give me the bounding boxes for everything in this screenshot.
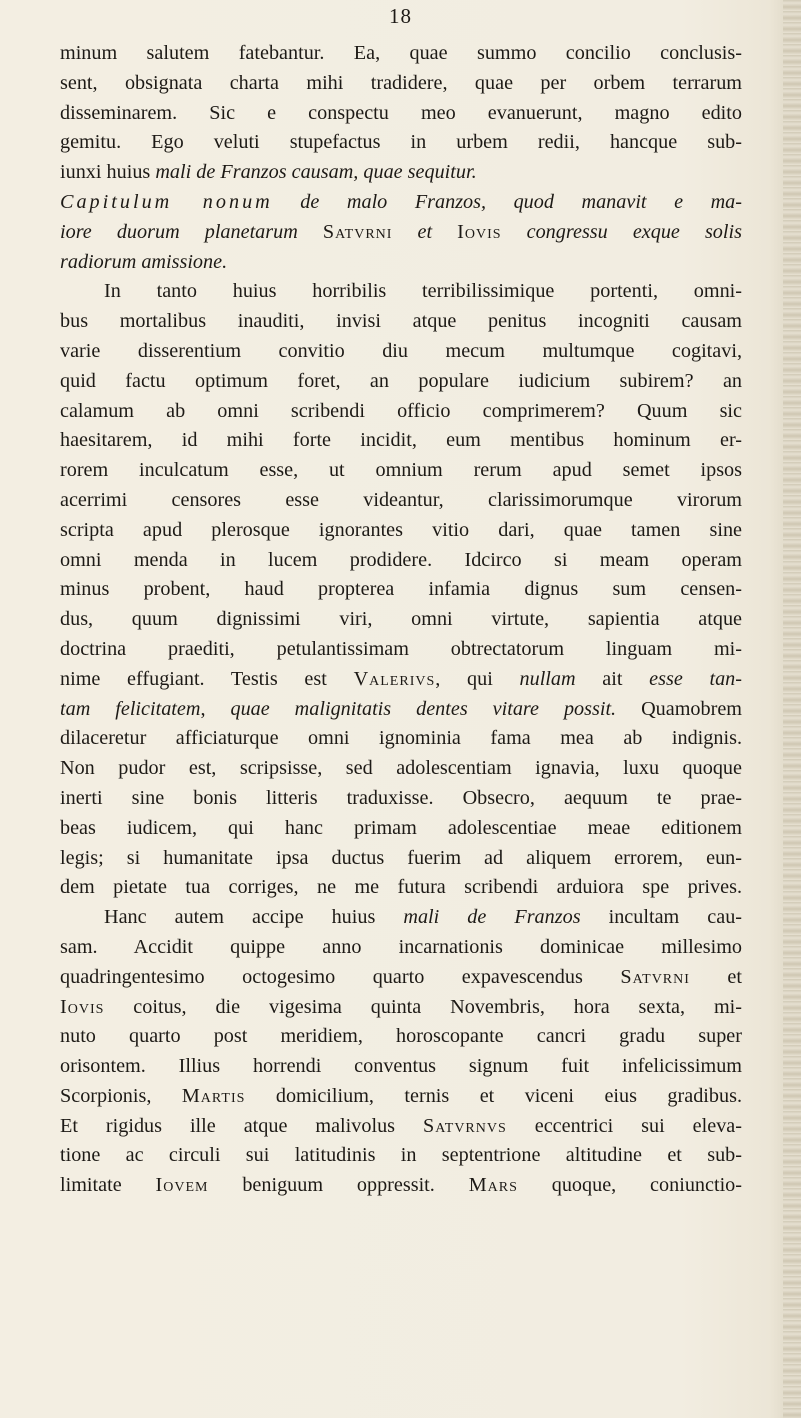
text-line xyxy=(60,426,742,456)
text-segment: omni menda in lucem prodidere. Idcirco si meam operam xyxy=(60,548,742,571)
text-line xyxy=(60,546,742,576)
text-segment: quoque, coniunctio- xyxy=(517,1174,742,1197)
text-line xyxy=(60,635,742,665)
text-segment: acerrimi censores esse videantur, clarissimorumque virorum xyxy=(60,488,742,511)
text-segment: dem pietate tua corriges, ne me futura scribendi arduiora spe prives. xyxy=(60,876,742,899)
text-line xyxy=(60,933,742,963)
text-line xyxy=(60,337,742,367)
text-segment: rorem inculcatum esse, ut omnium rerum apud semet ipsos xyxy=(60,459,742,482)
text-segment: calamum ab omni scribendi officio comprimerem? Quum sic xyxy=(60,399,742,422)
text-segment: Satvrnvs xyxy=(422,1114,507,1137)
text-segment: quadringentesimo octogesimo quarto expavescendus xyxy=(60,965,621,988)
body-text xyxy=(60,39,742,1201)
text-line xyxy=(60,307,742,337)
text-segment: incultam cau- xyxy=(580,906,742,929)
text-segment: quae malignitatis dentes vitare possit. xyxy=(230,697,617,720)
text-segment: Mars xyxy=(468,1174,518,1197)
text-segment: legis; si humanitate ipsa ductus fuerim ad aliquem errorem, eun- xyxy=(60,846,742,869)
text-segment: beas iudicem, qui hanc primam adolescentiae meae editionem xyxy=(60,816,742,839)
text-segment: , xyxy=(200,697,231,720)
text-line xyxy=(60,814,742,844)
text-line xyxy=(60,188,742,218)
text-line xyxy=(60,665,742,695)
text-line xyxy=(60,486,742,516)
text-segment: esse tan- xyxy=(649,667,742,690)
text-line xyxy=(60,993,742,1023)
text-segment: Scorpionis, xyxy=(60,1084,182,1107)
text-line xyxy=(60,277,742,307)
text-segment: Valerivs xyxy=(353,667,436,690)
text-segment: dus, quum dignissimi viri, omni virtute, sapientia atque xyxy=(60,608,742,631)
text-line xyxy=(60,456,742,486)
text-segment: nuto quarto post meridiem, horoscopante cancri gradu super xyxy=(60,1025,742,1048)
text-segment: tione ac circuli sui latitudinis in septentrione altitudine et sub- xyxy=(60,1144,742,1167)
text-segment: Hanc autem accipe huius xyxy=(104,906,404,929)
text-line xyxy=(60,1082,742,1112)
text-line xyxy=(60,844,742,874)
text-line xyxy=(60,754,742,784)
text-segment: doctrina praediti, petulantissimam obtrectatorum linguam mi- xyxy=(60,637,742,660)
text-segment: dilaceretur afficiaturque omni ignominia fama mea ab indignis. xyxy=(60,727,742,750)
text-segment: scripta apud plerosque ignorantes vitio dari, quae tamen sine xyxy=(60,518,742,541)
text-segment: et xyxy=(689,965,742,988)
text-segment: In tanto huius horribilis terribilissimique portenti, omni- xyxy=(104,280,742,303)
text-segment: Quamobrem xyxy=(616,697,742,720)
text-line xyxy=(60,218,742,248)
text-line xyxy=(60,99,742,129)
text-segment: inerti sine bonis litteris traduxisse. Obsecro, aequum te prae- xyxy=(60,786,742,809)
text-segment: gemitu. Ego veluti stupefactus in urbem redii, hancque sub- xyxy=(60,131,742,154)
text-segment: congressu exque solis xyxy=(501,220,742,243)
text-segment: minus probent, haud propterea infamia dignus sum censen- xyxy=(60,578,742,601)
text-segment: mali de Franzos causam, quae sequitur. xyxy=(155,161,477,184)
page-binding-edge xyxy=(783,0,801,1418)
text-segment: quid factu optimum foret, an populare iudicium subirem? an xyxy=(60,369,742,392)
text-segment: Iovis xyxy=(457,220,502,243)
text-line xyxy=(60,158,742,188)
text-segment: , qui xyxy=(435,667,520,690)
text-segment: bus mortalibus inauditi, invisi atque penitus incogniti causam xyxy=(60,310,742,333)
text-segment: limitate xyxy=(60,1174,156,1197)
text-line xyxy=(60,605,742,635)
text-segment: Capitulum nonum xyxy=(60,190,273,213)
text-segment: domicilium, ternis et viceni eius gradibus. xyxy=(245,1084,742,1107)
text-segment: de malo Franzos, quod manavit e ma- xyxy=(272,190,742,213)
text-segment: coitus, die vigesima quinta Novembris, hora sexta, mi- xyxy=(104,995,742,1018)
text-segment: orisontem. Illius horrendi conventus signum fuit infelicissimum xyxy=(60,1055,742,1078)
text-segment: eccentrici sui eleva- xyxy=(506,1114,742,1137)
text-line xyxy=(60,248,742,278)
text-segment: beniguum oppressit. xyxy=(208,1174,469,1197)
text-line xyxy=(60,516,742,546)
text-line xyxy=(60,1171,742,1201)
text-segment: varie disserentium convitio diu mecum multumque cogitavi, xyxy=(60,339,742,362)
text-line xyxy=(60,1052,742,1082)
text-segment: Non pudor est, scripsisse, sed adolescentiam ignavia, luxu quoque xyxy=(60,757,742,780)
text-line xyxy=(60,903,742,933)
page-number: 18 xyxy=(389,4,412,28)
text-segment: iunxi huius xyxy=(60,161,156,184)
text-segment: Satvrni xyxy=(620,965,690,988)
text-segment: haesitarem, id mihi forte incidit, eum mentibus hominum er- xyxy=(60,429,742,452)
text-line xyxy=(60,1112,742,1142)
text-segment: et xyxy=(392,220,458,243)
text-line xyxy=(60,575,742,605)
text-segment: Martis xyxy=(181,1084,246,1107)
text-line xyxy=(60,69,742,99)
text-segment: nullam xyxy=(519,667,576,690)
text-segment: Satvrni xyxy=(322,220,393,243)
text-line xyxy=(60,963,742,993)
text-segment: sam. Accidit quippe anno incarnationis dominicae millesimo xyxy=(60,935,742,958)
text-line xyxy=(60,39,742,69)
text-segment: disseminarem. Sic e conspectu meo evanuerunt, magno edito xyxy=(60,101,742,124)
text-segment: sent, obsignata charta mihi tradidere, quae per orbem terrarum xyxy=(60,71,742,94)
text-line xyxy=(60,784,742,814)
text-segment: minum salutem fatebantur. Ea, quae summo concilio conclusis- xyxy=(60,42,742,64)
text-line xyxy=(60,128,742,158)
text-segment: Iovis xyxy=(60,995,105,1018)
text-segment: ait xyxy=(575,667,650,690)
text-segment: iore duorum planetarum xyxy=(60,220,323,243)
text-segment: nime effugiant. Testis est xyxy=(60,667,354,690)
text-line xyxy=(60,1141,742,1171)
text-line xyxy=(60,724,742,754)
text-segment: mali de Franzos xyxy=(403,906,581,929)
text-line xyxy=(60,695,742,725)
text-line xyxy=(60,367,742,397)
text-segment: Et rigidus ille atque malivolus xyxy=(60,1114,423,1137)
text-line xyxy=(60,397,742,427)
text-line xyxy=(60,1022,742,1052)
text-segment: radiorum amissione. xyxy=(60,250,228,273)
text-line xyxy=(60,873,742,903)
text-segment: Iovem xyxy=(155,1174,209,1197)
text-segment: tam felicitatem xyxy=(60,697,201,720)
